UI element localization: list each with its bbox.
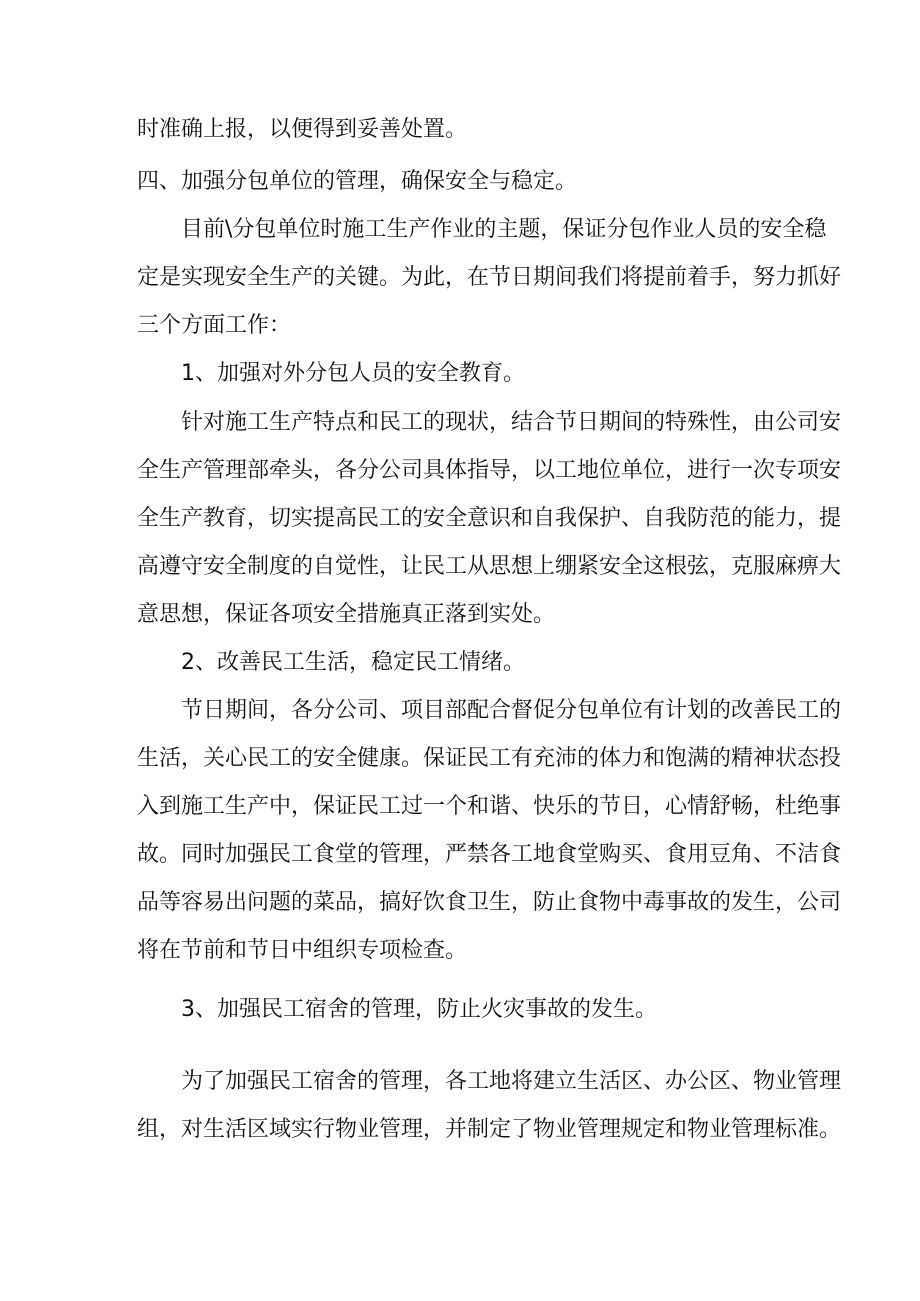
text-line: 节日期间，各分公司、项目部配合督促分包单位有计划的改善民工的 bbox=[181, 698, 842, 723]
text-line: 生活，关心民工的安全健康。保证民工有充沛的体力和饱满的精神状态投 bbox=[137, 746, 842, 771]
text-line: 时准确上报，以便得到妥善处置。 bbox=[137, 117, 468, 142]
subsection-heading: 3、加强民工宿舍的管理，防止火灾事故的发生。 bbox=[181, 997, 657, 1022]
text-line: 故。同时加强民工食堂的管理，严禁各工地食堂购买、食用豆角、不洁食 bbox=[137, 842, 842, 867]
section-heading: 四、加强分包单位的管理，确保安全与稳定。 bbox=[137, 169, 578, 194]
subsection-heading: 1、加强对外分包人员的安全教育。 bbox=[181, 361, 525, 386]
text-line: 全生产管理部牵头，各分公司具体指导，以工地位单位，进行一次专项安 bbox=[137, 458, 842, 483]
text-line: 入到施工生产中，保证民工过一个和谐、快乐的节日，心情舒畅，杜绝事 bbox=[137, 794, 842, 819]
text-line: 高遵守安全制度的自觉性，让民工从思想上绷紧安全这根弦，克服麻痹大 bbox=[137, 554, 842, 579]
text-line: 针对施工生产特点和民工的现状，结合节日期间的特殊性，由公司安 bbox=[181, 410, 842, 435]
text-line: 为了加强民工宿舍的管理，各工地将建立生活区、办公区、物业管理 bbox=[181, 1069, 842, 1094]
text-line: 定是实现安全生产的关键。为此，在节日期间我们将提前着手，努力抓好 bbox=[137, 265, 842, 290]
text-line: 意思想，保证各项安全措施真正落到实处。 bbox=[137, 602, 556, 627]
subsection-heading: 2、改善民工生活，稳定民工情绪。 bbox=[181, 650, 525, 675]
text-line: 品等容易出问题的菜品，搞好饮食卫生，防止食物中毒事故的发生，公司 bbox=[137, 890, 842, 915]
text-line: 将在节前和节日中组织专项检查。 bbox=[137, 938, 468, 963]
text-line: 目前\分包单位时施工生产作业的主题，保证分包作业人员的安全稳 bbox=[181, 217, 827, 242]
text-line: 三个方面工作： bbox=[137, 313, 292, 338]
text-line: 全生产教育，切实提高民工的安全意识和自我保护、自我防范的能力，提 bbox=[137, 506, 842, 531]
text-line: 组，对生活区域实行物业管理，并制定了物业管理规定和物业管理标准。 bbox=[137, 1117, 842, 1142]
